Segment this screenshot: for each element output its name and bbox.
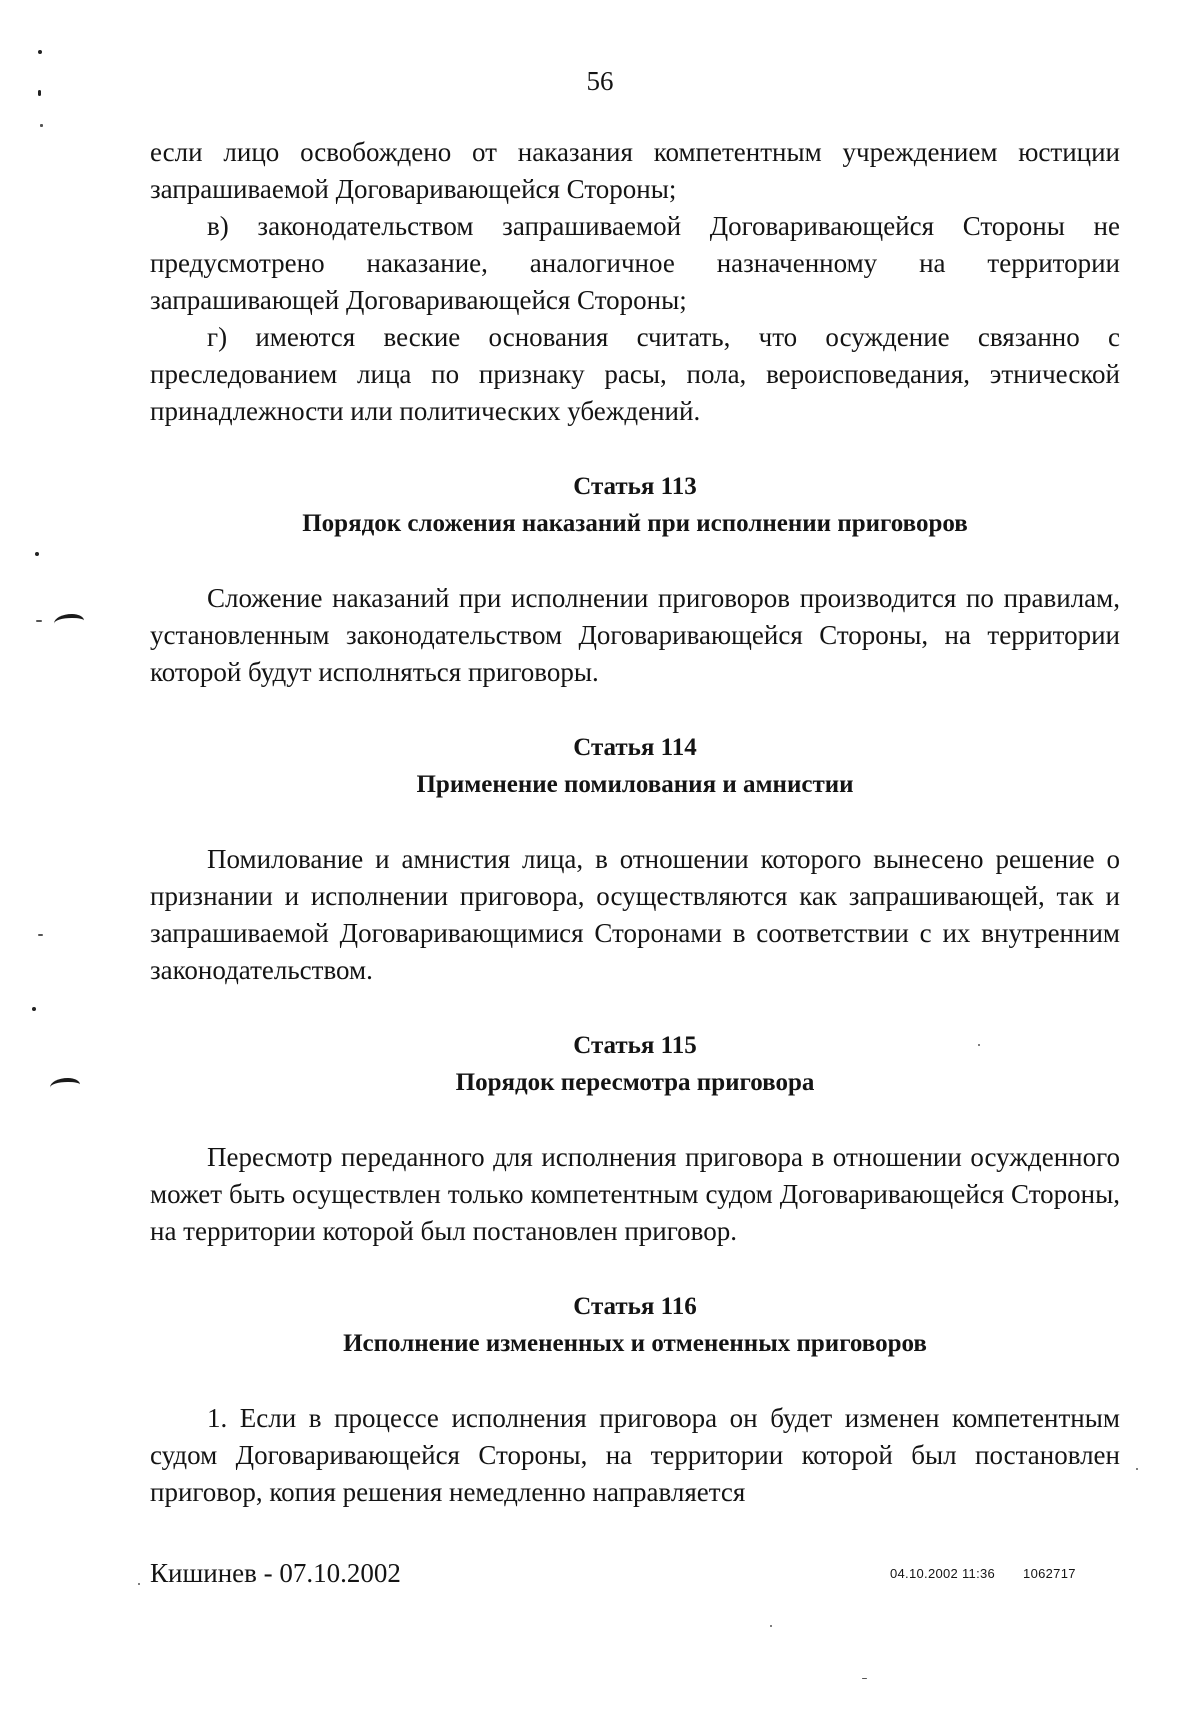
article-title: Порядок пересмотра приговора	[455, 1069, 815, 1096]
article-text: Пересмотр переданного для исполнения приговора в отношении осужденного может быть осуществлен только компетентным судом Договаривающейся Стороны, на территории которой был постановлен приговор.	[150, 1142, 1120, 1246]
scan-speck	[40, 124, 43, 127]
scan-speck	[770, 1625, 772, 1627]
scan-speck	[35, 552, 39, 556]
article-title: Применение помилования и амнистии	[416, 771, 854, 798]
article-heading	[150, 1027, 1120, 1101]
scan-speck	[978, 1044, 980, 1046]
document-body	[150, 134, 1120, 1511]
article-text: 1. Если в процессе исполнения приговора он будет изменен компетентным судом Договаривающейся Стороны, на территории которой был постановлен приговор, копия решения немедленно направляется	[150, 1403, 1120, 1507]
intro-paragraph: г) имеются веские основания считать, что осуждение связанно с преследованием лица по признаку расы, пола, вероисповедания, этнической принадлежности или политических убеждений.	[150, 322, 1120, 426]
article-heading	[150, 468, 1120, 542]
intro-paragraph: в) законодательством запрашиваемой Договаривающейся Стороны не предусмотрено наказание, аналогичное назначенному на территории запрашивающей Договаривающейся Стороны;	[150, 211, 1120, 315]
stamp-datetime: 04.10.2002 11:36	[890, 1566, 996, 1581]
article-number: Статья 116	[573, 1293, 697, 1320]
scan-mark	[54, 614, 84, 630]
article-title: Исполнение измененных и отмененных приговоров	[343, 1330, 927, 1357]
article-title: Порядок сложения наказаний при исполнении приговоров	[302, 510, 968, 537]
scan-speck	[862, 1678, 867, 1679]
article-number: Статья 115	[573, 1032, 697, 1059]
scan-speck	[138, 1583, 140, 1585]
scan-speck	[38, 50, 42, 54]
article-number: Статья 114	[573, 734, 697, 761]
scan-speck	[1136, 1468, 1138, 1470]
footer-city-date: Кишинев - 07.10.2002	[150, 1558, 401, 1588]
article-text: Сложение наказаний при исполнении приговоров производится по правилам, установленным законодательством Договаривающейся Стороны, на территории которой будут исполняться приговоры.	[150, 583, 1120, 687]
article-text: Помилование и амнистия лица, в отношении которого вынесено решение о признании и исполнении приговора, осуществляются как запрашивающей, так и запрашиваемой Договаривающимися Сторонами в соответствии с их внутренним законодательством.	[150, 844, 1120, 985]
intro-paragraph: если лицо освобождено от наказания компетентным учреждением юстиции запрашиваемой Договаривающейся Стороны;	[150, 137, 1120, 204]
article-number: Статья 113	[573, 473, 697, 500]
scan-speck	[32, 1007, 36, 1011]
scan-speck	[38, 90, 41, 96]
footer-print-stamp	[890, 1566, 1076, 1581]
page-number: 56	[586, 66, 614, 96]
stamp-id: 1062717	[1023, 1566, 1076, 1581]
scan-speck	[36, 620, 42, 622]
scan-mark	[50, 1078, 80, 1094]
article-heading	[150, 729, 1120, 803]
article-heading	[150, 1288, 1120, 1362]
scan-speck	[38, 934, 43, 936]
